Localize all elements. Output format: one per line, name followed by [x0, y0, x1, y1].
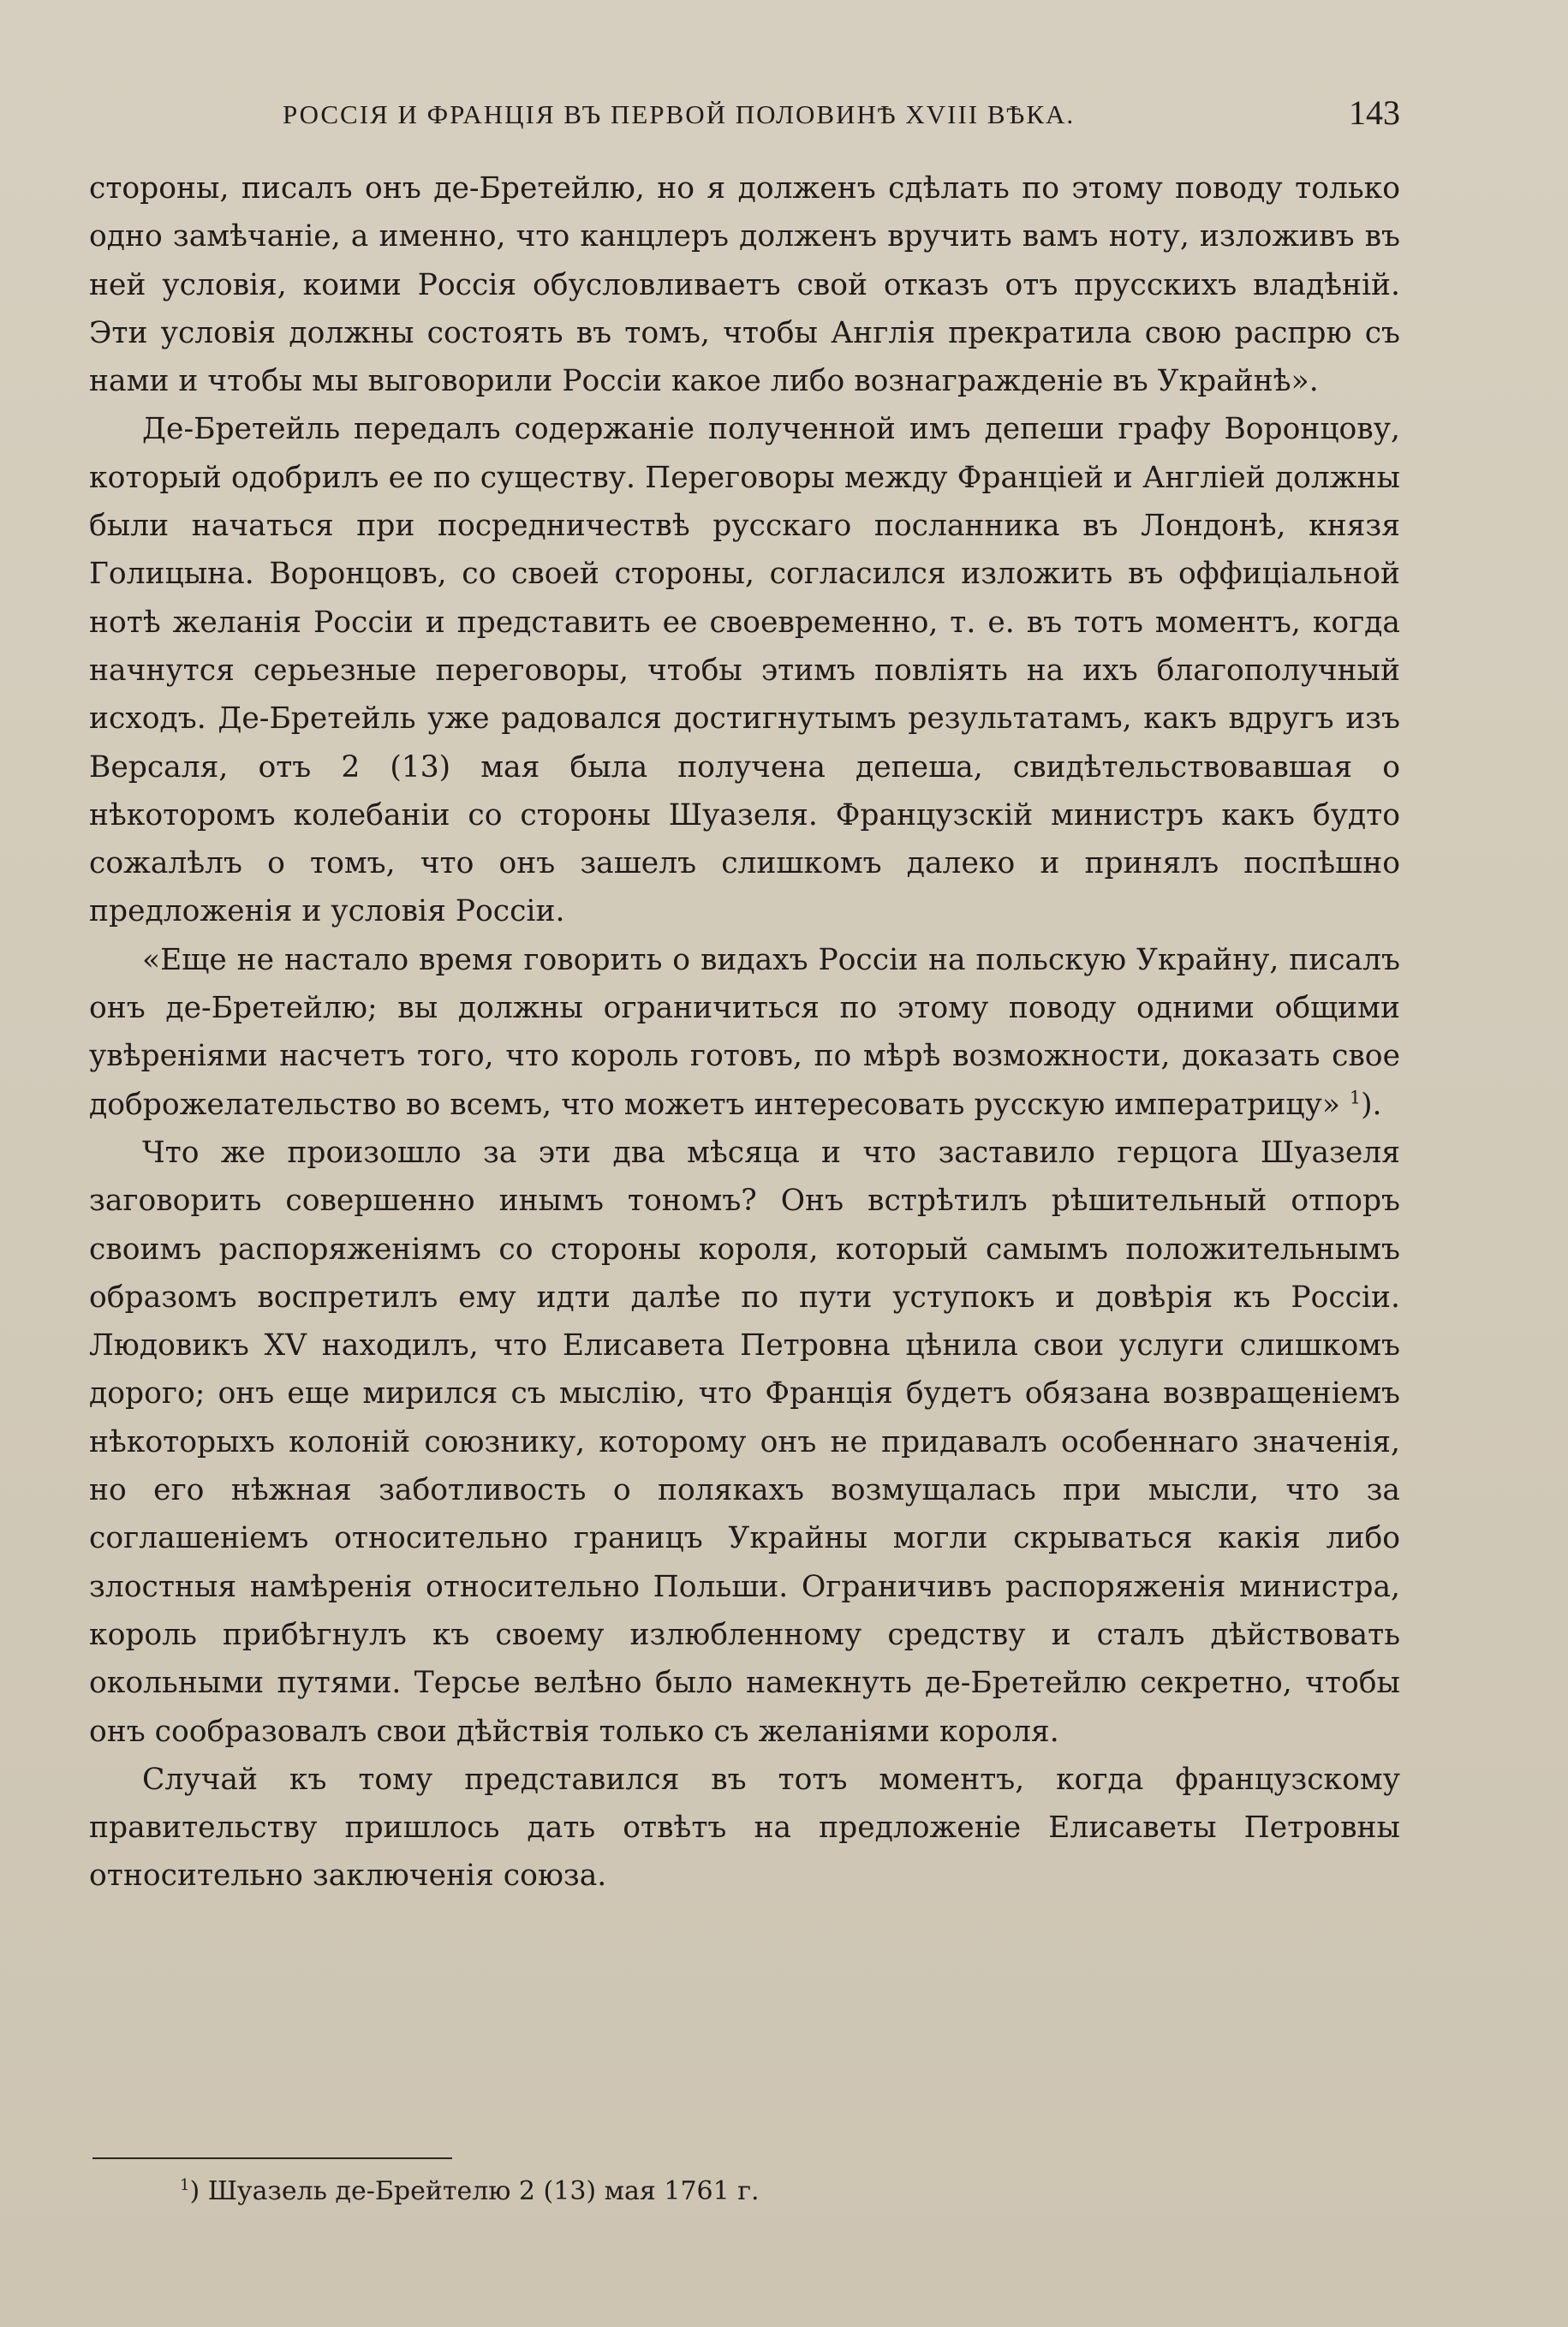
footnote	[180, 2170, 760, 2213]
footnote-reference[interactable]: 1	[1349, 1087, 1362, 1108]
paragraph-text: Случай къ тому представился въ тотъ моментъ, когда французскому правительству пришлось дать отвѣтъ на предложеніе Елисаветы Петровны относительно заключенія союза.	[89, 1762, 1400, 1894]
paragraph-text: Что же произошло за эти два мѣсяца и что заставило герцога Шуазеля заговорить совершенно инымъ тономъ? Онъ встрѣтилъ рѣшительный отпоръ своимъ распоряженіямъ со стороны короля, который самымъ положительнымъ образомъ воспретилъ ему идти далѣе по пути уступокъ и довѣрія къ Россіи. Людовикъ XV находилъ, что Елисавета Петровна цѣнила свои услуги слишкомъ дорого; онъ еще мирился съ мыслію, что Франція будетъ обязана возвращеніемъ нѣкоторыхъ колоній союзнику, которому онъ не придавалъ особеннаго значенія, но его нѣжная заботливость о полякахъ возмущалась при мысли, что за соглашеніемъ относительно границъ Украйны могли скрываться какія либо злостныя намѣренія относительно Польши. Ограничивъ распоряженія министра, король прибѣгнулъ къ своему излюбленному средству и сталъ дѣйствовать окольными путями. Терсье велѣно было намекнуть де-Бретейлю секретно, чтобы онъ сообразовалъ свои дѣйствія только съ желаніями короля.	[89, 1135, 1400, 1749]
footnote-text: ) Шуазель де-Брейтелю 2 (13) мая 1761 г.	[189, 2176, 760, 2206]
page-header	[283, 92, 1400, 144]
main-text	[89, 164, 1400, 2177]
paragraph-text: стороны, писалъ онъ де-Бретейлю, но я долженъ сдѣлать по этому поводу только одно замѣчаніе, а именно, что канцлеръ долженъ вручить вамъ ноту, изложивъ въ ней условія, коими Россія обусловливаетъ свой отказъ отъ прусскихъ владѣній. Эти условія должны состоять въ томъ, чтобы Англія прекратила свою распрю съ нами и чтобы мы выговорили Россіи какое либо вознагражденіе въ Украйнѣ».	[89, 171, 1400, 399]
running-title: РОССІЯ И ФРАНЦІЯ ВЪ ПЕРВОЙ ПОЛОВИНѢ XVIII ВѢКА.	[283, 99, 1076, 129]
footnote-marker: 1	[180, 2176, 190, 2194]
page-number: 143	[1349, 93, 1400, 132]
footnote-divider	[92, 2157, 452, 2159]
paragraph-tail: ).	[1361, 1087, 1382, 1122]
paragraph	[89, 1129, 1400, 1756]
paragraph-quote	[89, 936, 1400, 1129]
paragraph-continuation	[89, 164, 1400, 405]
paragraph-text: Де-Бретейль передалъ содержаніе полученной имъ депеши графу Воронцову, который одобрилъ ее по существу. Переговоры между Франціей и Англіей должны были начаться при посредничествѣ русскаго посланника въ Лондонѣ, князя Голицына. Воронцовъ, со своей стороны, согласился изложить въ оффиціальной нотѣ желанія Россіи и представить ее своевременно, т. е. въ тотъ моментъ, когда начнутся серьезные переговоры, чтобы этимъ повліять на ихъ благополучный исходъ. Де-Бретейль уже радовался достигнутымъ результатамъ, какъ вдругъ изъ Версаля, отъ 2 (13) мая была получена депеша, свидѣтельствовавшая о нѣкоторомъ колебаніи со стороны Шуазеля. Французскій министръ какъ будто сожалѣлъ о томъ, что онъ зашелъ слишкомъ далеко и принялъ поспѣшно предложенія и условія Россіи.	[89, 412, 1400, 929]
paragraph	[89, 405, 1400, 935]
paragraph-text: «Еще не настало время говорить о видахъ Россіи на польскую Украйну, писалъ онъ де-Бретейлю; вы должны ограничиться по этому поводу одними общими увѣреніями насчетъ того, что король готовъ, по мѣрѣ возможности, доказать свое доброжелательство во всемъ, что можетъ интересовать русскую императрицу»	[89, 942, 1400, 1122]
paragraph	[89, 1756, 1400, 1900]
